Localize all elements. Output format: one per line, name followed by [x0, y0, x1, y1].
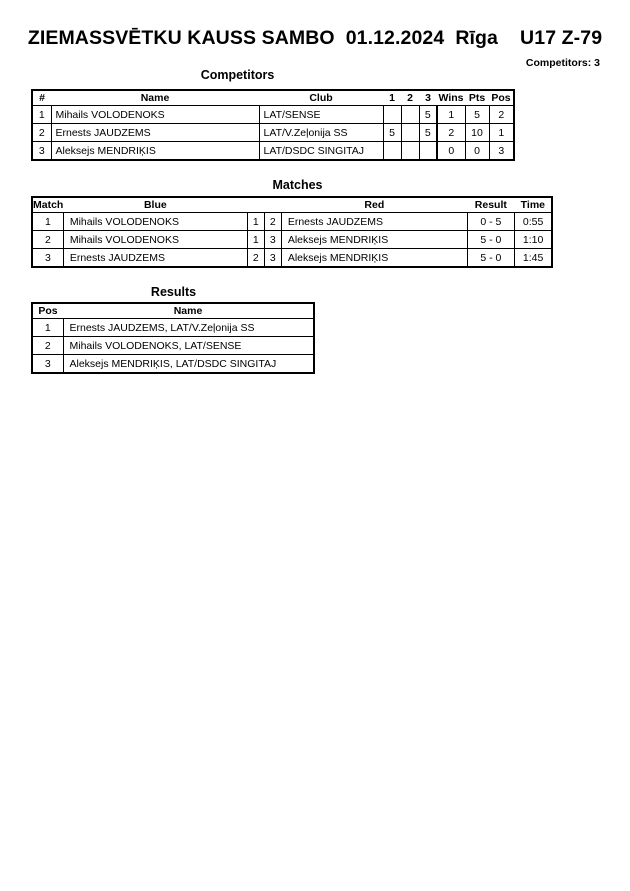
match-number: 1: [32, 213, 63, 231]
competitor-pts: 0: [465, 142, 489, 161]
competitor-pts: 5: [465, 106, 489, 124]
competitor-num: 3: [32, 142, 51, 161]
match-result: 0 - 5: [467, 213, 514, 231]
match-row: [32, 249, 552, 268]
col-r2: 2: [407, 92, 413, 104]
result-row: [32, 355, 314, 374]
col-blue: Blue: [143, 199, 167, 211]
match-blue-name: Ernests JAUDZEMS: [63, 249, 247, 268]
match-blue-num: 1: [247, 231, 264, 249]
competitor-name: Mihails VOLODENOKS: [51, 106, 259, 124]
results-table: [31, 302, 315, 374]
match-red-name: Ernests JAUDZEMS: [281, 213, 467, 231]
match-blue-num: 2: [247, 249, 264, 268]
col-time: Time: [520, 199, 545, 211]
competitor-pos: 3: [489, 142, 514, 161]
results-title: Results: [150, 285, 197, 299]
matches-title: Matches: [272, 178, 323, 192]
competitors-title: Competitors: [200, 68, 275, 82]
competitors-header-row: [32, 90, 514, 106]
competitor-r1: [383, 142, 401, 161]
result-row: [32, 319, 314, 337]
competitors-table: [31, 89, 515, 161]
col-match: Match: [33, 199, 64, 211]
match-red-num: 2: [264, 213, 281, 231]
competitor-wins: 1: [437, 106, 465, 124]
competitor-row: [32, 106, 514, 124]
match-number: 3: [32, 249, 63, 268]
competitor-wins: 2: [437, 124, 465, 142]
competitor-row: [32, 124, 514, 142]
col-result-pos: Pos: [38, 305, 58, 317]
competitor-pts: 10: [465, 124, 489, 142]
match-red-name: Aleksejs MENDRIĶIS: [281, 231, 467, 249]
match-result: 5 - 0: [467, 249, 514, 268]
col-r3: 3: [425, 92, 431, 104]
competitors-count: Competitors: 3: [525, 57, 600, 69]
competitor-row: [32, 142, 514, 161]
col-club: Club: [309, 92, 333, 104]
match-red-num: 3: [264, 249, 281, 268]
competitor-name: Ernests JAUDZEMS: [51, 124, 259, 142]
col-result: Result: [474, 199, 507, 211]
col-num: #: [39, 92, 45, 104]
match-time: 1:10: [514, 231, 552, 249]
col-wins: Wins: [438, 92, 464, 104]
competitor-r3: 5: [419, 124, 437, 142]
result-name: Ernests JAUDZEMS, LAT/V.Zeļonija SS: [63, 319, 314, 337]
competitor-r3: 5: [419, 106, 437, 124]
matches-header-row: [32, 197, 552, 213]
col-red-num: [264, 197, 281, 213]
competitor-r2: [401, 106, 419, 124]
competitor-wins: 0: [437, 142, 465, 161]
matches-table: [31, 196, 553, 268]
result-name: Aleksejs MENDRIĶIS, LAT/DSDC SINGITAJ: [63, 355, 314, 374]
competitor-r3: [419, 142, 437, 161]
match-blue-name: Mihails VOLODENOKS: [63, 213, 247, 231]
match-blue-name: Mihails VOLODENOKS: [63, 231, 247, 249]
competitor-r2: [401, 124, 419, 142]
competitor-pos: 1: [489, 124, 514, 142]
match-red-num: 3: [264, 231, 281, 249]
competitor-club: LAT/DSDC SINGITAJ: [259, 142, 383, 161]
competitor-club: LAT/V.Zeļonija SS: [259, 124, 383, 142]
match-row: [32, 213, 552, 231]
competitor-name: Aleksejs MENDRIĶIS: [51, 142, 259, 161]
result-row: [32, 337, 314, 355]
match-result: 5 - 0: [467, 231, 514, 249]
col-name: Name: [140, 92, 170, 104]
results-header-row: [32, 303, 314, 319]
col-r1: 1: [389, 92, 395, 104]
col-blue-num: [247, 197, 264, 213]
competitor-r1: [383, 106, 401, 124]
competitor-r1: 5: [383, 124, 401, 142]
competitor-r2: [401, 142, 419, 161]
result-pos: 3: [32, 355, 63, 374]
match-blue-num: 1: [247, 213, 264, 231]
result-name: Mihails VOLODENOKS, LAT/SENSE: [63, 337, 314, 355]
result-pos: 1: [32, 319, 63, 337]
match-red-name: Aleksejs MENDRIĶIS: [281, 249, 467, 268]
competitor-num: 1: [32, 106, 51, 124]
col-red: Red: [364, 199, 385, 211]
col-pts: Pts: [468, 92, 486, 104]
page-title: ZIEMASSVĒTKU KAUSS SAMBO 01.12.2024 Rīga U17 Z-79: [27, 27, 603, 49]
match-time: 1:45: [514, 249, 552, 268]
result-pos: 2: [32, 337, 63, 355]
competitor-num: 2: [32, 124, 51, 142]
competitor-pos: 2: [489, 106, 514, 124]
col-result-name: Name: [173, 305, 203, 317]
match-row: [32, 231, 552, 249]
match-time: 0:55: [514, 213, 552, 231]
col-pos: Pos: [491, 92, 511, 104]
competitor-club: LAT/SENSE: [259, 106, 383, 124]
match-number: 2: [32, 231, 63, 249]
